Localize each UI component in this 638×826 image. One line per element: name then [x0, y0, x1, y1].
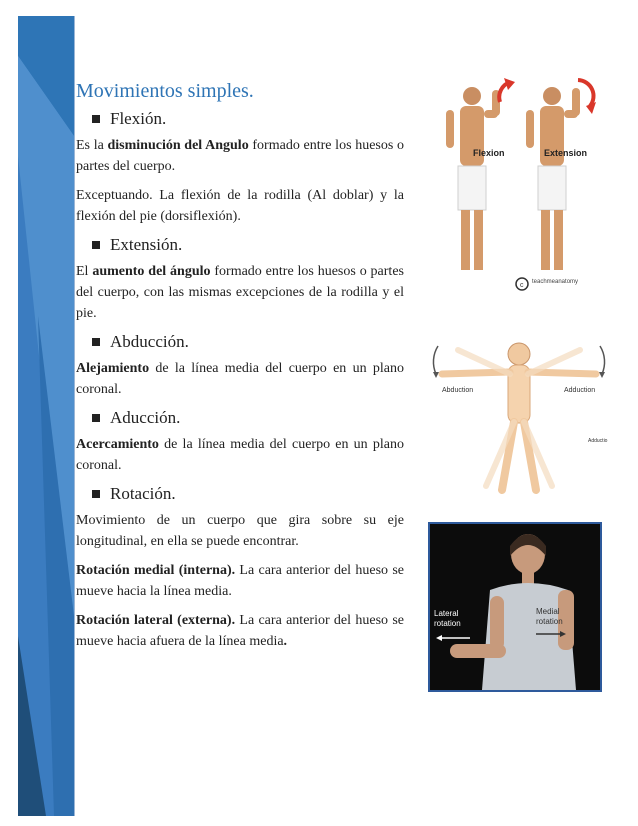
paragraph-rotacion-definition: Movimiento de un cuerpo que gira sobre su eje longitudinal, en ella se puede encontrar.	[76, 513, 404, 549]
label-flexion: Flexion	[473, 148, 505, 158]
sidebar-decoration	[18, 16, 74, 816]
bullet-label: Rotación.	[110, 484, 176, 503]
label-adduction-small: Adductio	[588, 438, 608, 444]
label-lateral-rotation: rotation	[434, 619, 461, 628]
paragraph-flexion-exception: Exceptuando. La flexión de la rodilla (Al doblar) y la flexión del pie (dorsiflexión).	[76, 188, 404, 224]
paragraph-extension-definition: El aumento del ángulo formado entre los huesos o partes del cuerpo, con las mismas excepciones de la rodilla y el pie.	[76, 264, 404, 321]
square-bullet-icon	[92, 414, 100, 422]
paragraph-aduccion-definition: Acercamiento de la línea media del cuerpo en un plano coronal.	[76, 437, 404, 473]
bullet-abduccion	[92, 332, 404, 352]
bullet-aduccion	[92, 408, 404, 428]
brand-label: teachmeanatomy	[532, 279, 579, 285]
label-medial-rotation: rotation	[536, 617, 563, 626]
paragraph-abduccion-definition: Alejamiento de la línea media del cuerpo en un plano coronal.	[76, 361, 404, 397]
text-column	[76, 76, 404, 660]
bullet-label: Aducción.	[110, 408, 181, 427]
bullet-label: Flexión.	[110, 109, 167, 128]
bullet-rotacion	[92, 484, 404, 504]
square-bullet-icon	[92, 241, 100, 249]
label-medial: Medial	[536, 607, 560, 616]
label-extension: Extension	[544, 148, 588, 158]
bullet-label: Abducción.	[110, 332, 189, 351]
figure-rotation	[428, 522, 602, 692]
page-title: Movimientos simples.	[76, 80, 254, 102]
paragraph-rotacion-lateral: Rotación lateral (externa). La cara anterior del hueso se mueve hacia afuera de la línea media.	[76, 613, 404, 649]
sidebar-divider	[74, 16, 75, 816]
figure-abduction-adduction	[430, 330, 608, 496]
square-bullet-icon	[92, 115, 100, 123]
bullet-label: Extensión.	[110, 235, 183, 254]
paragraph-rotacion-medial: Rotación medial (interna). La cara anterior del hueso se mueve hacia la línea media.	[76, 563, 405, 599]
label-adduction: Adduction	[564, 387, 596, 394]
figure-flexion-extension	[440, 70, 600, 302]
svg-text:c: c	[520, 282, 524, 289]
label-lateral: Lateral	[434, 609, 459, 618]
bullet-flexion	[92, 109, 404, 129]
paragraph-flexion-definition: Es la disminución del Angulo formado entre los huesos o partes del cuerpo.	[76, 138, 405, 174]
square-bullet-icon	[92, 338, 100, 346]
square-bullet-icon	[92, 490, 100, 498]
label-abduction: Abduction	[442, 387, 474, 394]
bullet-extension	[92, 235, 404, 255]
